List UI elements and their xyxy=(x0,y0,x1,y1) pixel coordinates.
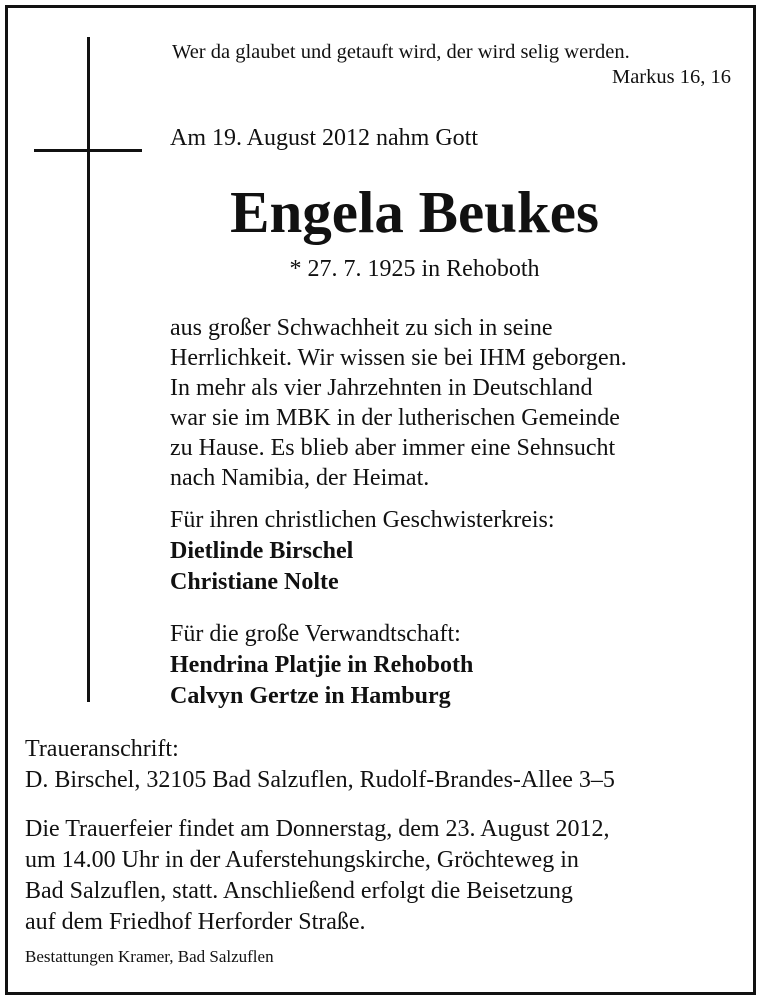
funeral-details xyxy=(25,814,610,938)
mourners-group-relatives xyxy=(170,619,473,712)
body-line: In mehr als vier Jahrzehnten in Deutschland xyxy=(170,375,593,401)
deceased-name: Engela Beukes xyxy=(230,179,599,245)
cross-icon-horizontal-bar xyxy=(34,149,142,152)
cross-icon-vertical-bar xyxy=(87,37,90,702)
mourner-name: Christiane Nolte xyxy=(170,569,339,595)
intro-text: Am 19. August 2012 nahm Gott xyxy=(170,125,479,151)
mourners-heading: Für ihren christlichen Geschwisterkreis: xyxy=(170,507,555,533)
obituary-body xyxy=(170,313,627,493)
ceremony-line: Bad Salzuflen, statt. Anschließend erfolgt die Beisetzung xyxy=(25,878,573,904)
mourner-name: Hendrina Platjie in Rehoboth xyxy=(170,652,474,678)
ceremony-line: Die Trauerfeier findet am Donnerstag, dem 23. August 2012, xyxy=(25,816,610,842)
obituary-notice xyxy=(5,5,756,995)
bible-verse: Wer da glaubet und getauft wird, der wird selig werden. xyxy=(172,41,630,63)
mourner-name: Calvyn Gertze in Hamburg xyxy=(170,683,451,709)
mourner-name: Dietlinde Birschel xyxy=(170,538,354,564)
birth-info: * 27. 7. 1925 in Rehoboth xyxy=(289,256,540,282)
address-value: D. Birschel, 32105 Bad Salzuflen, Rudolf-Brandes-Allee 3–5 xyxy=(25,767,615,793)
address-label: Traueranschrift: xyxy=(25,736,179,762)
body-line: war sie im MBK in der lutherischen Gemeinde xyxy=(170,405,620,431)
body-line: nach Namibia, der Heimat. xyxy=(170,465,430,491)
ceremony-line: um 14.00 Uhr in der Auferstehungskirche, Gröchteweg in xyxy=(25,847,579,873)
funeral-home: Bestattungen Kramer, Bad Salzuflen xyxy=(25,947,274,966)
mourners-heading: Für die große Verwandtschaft: xyxy=(170,621,461,647)
body-line: zu Hause. Es blieb aber immer eine Sehnsucht xyxy=(170,435,616,461)
bible-verse-reference: Markus 16, 16 xyxy=(611,66,731,88)
mourning-address xyxy=(25,734,615,796)
ceremony-line: auf dem Friedhof Herforder Straße. xyxy=(25,909,366,935)
body-line: aus großer Schwachheit zu sich in seine xyxy=(170,315,553,341)
body-line: Herrlichkeit. Wir wissen sie bei IHM geborgen. xyxy=(170,345,627,371)
mourners-group-siblings xyxy=(170,505,555,598)
